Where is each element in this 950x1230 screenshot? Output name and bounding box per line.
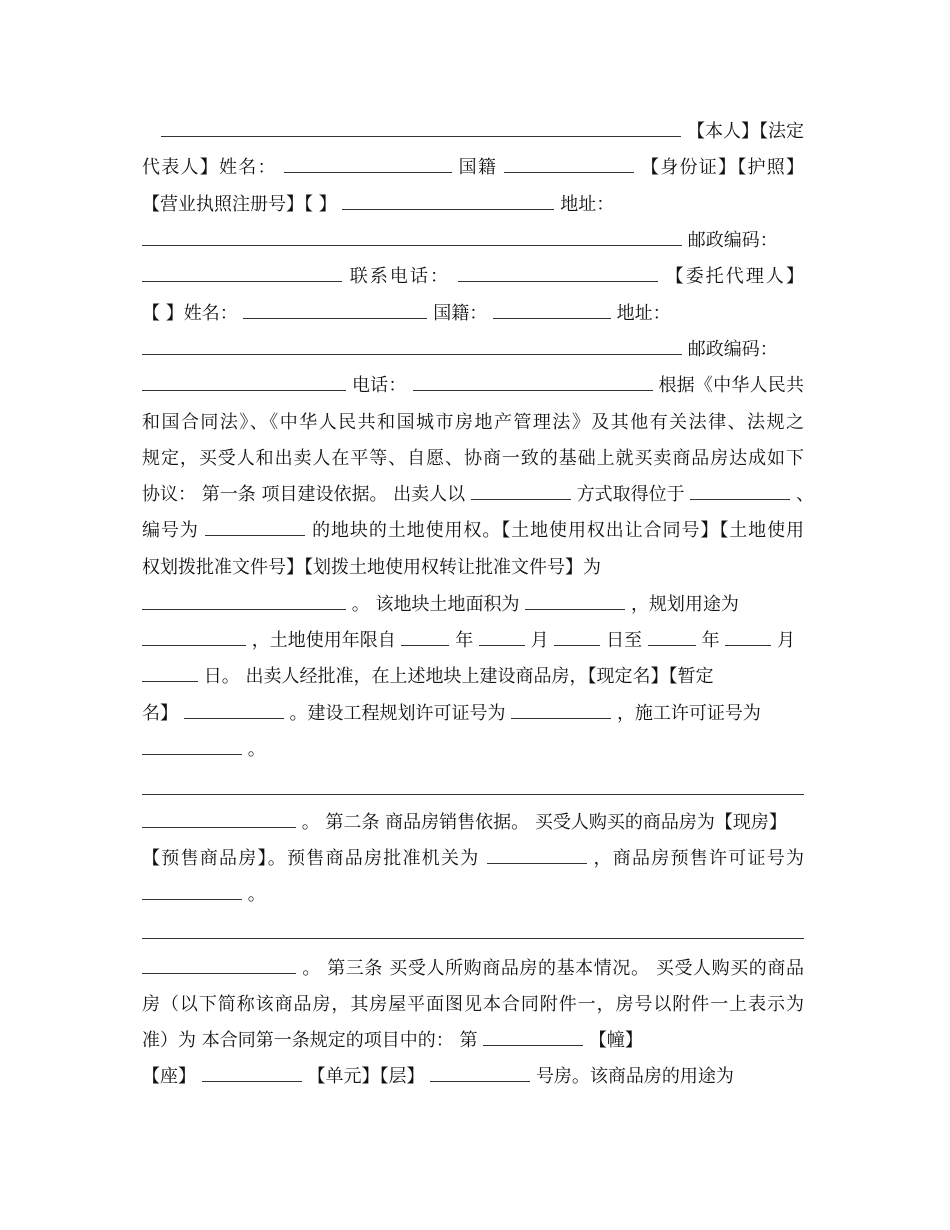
text-line: 准）为 本合同第一条规定的项目中的： 第 【幢】 (142, 1030, 643, 1051)
fill-blank[interactable] (554, 629, 600, 646)
text-line: ，土地使用年限自 年 月 日至 年 月 (142, 629, 804, 653)
text-line: 。 第三条 买受人所购商品房的基本情况。 买受人购买的商品 (142, 957, 804, 981)
fill-blank[interactable] (142, 229, 682, 246)
fill-blank[interactable] (243, 302, 427, 319)
fill-blank[interactable] (142, 883, 242, 900)
text-line: 邮政编码： (142, 229, 804, 253)
text-line: 联系电话： 【委托代理人】 (142, 265, 804, 289)
fill-blank[interactable] (142, 629, 246, 646)
fill-blank[interactable] (648, 629, 696, 646)
fill-blank[interactable] (487, 847, 587, 864)
text-line: 。 (142, 738, 804, 762)
fill-blank[interactable] (142, 957, 296, 974)
text-line: 。 该地块土地面积为 ，规划用途为 (142, 593, 804, 617)
fill-blank[interactable] (725, 629, 771, 646)
text-line (142, 120, 804, 144)
fill-blank[interactable] (142, 593, 346, 610)
text-line: 电话： 根据《中华人民共 (142, 374, 804, 398)
text-line: 房（以下简称该商品房，其房屋平面图见本合同附件一，房号以附件一上表示为 (142, 994, 804, 1015)
fill-blank[interactable] (142, 811, 296, 828)
text-line: 【营业执照注册号】【 】 地址： (142, 194, 615, 215)
text-line: 协议： 第一条 项目建设依据。 出卖人以 方式取得位于 、 (142, 484, 815, 505)
fill-blank[interactable] (493, 302, 611, 319)
fill-blank[interactable] (401, 629, 449, 646)
text-line: 【 】姓名： 国籍： 地址： (142, 303, 671, 324)
fill-blank[interactable] (690, 483, 790, 500)
text-line: 。 (142, 883, 804, 907)
text-line: 代表人】姓名： 国籍 【身份证】【护照】 (142, 157, 804, 178)
fill-blank[interactable] (483, 1029, 583, 1046)
text-line: 【座】 【单元】【层】 号房。该商品房的用途为 (142, 1066, 734, 1087)
fill-blank[interactable] (184, 702, 284, 719)
fill-blank[interactable] (205, 519, 305, 536)
fill-blank[interactable] (458, 265, 658, 282)
fill-blank[interactable] (413, 374, 653, 391)
fill-blank[interactable] (202, 1065, 302, 1082)
fill-blank[interactable] (142, 665, 198, 682)
text-line: 名】 。建设工程规划许可证号为 ，施工许可证号为 (142, 703, 761, 724)
fill-blank[interactable] (430, 1065, 530, 1082)
text-line: 日。 出卖人经批准，在上述地块上建设商品房，【现定名】【暂定 (142, 665, 804, 689)
text-line: 规定，买受人和出卖人在平等、自愿、协商一致的基础上就买卖商品房达成如下 (142, 448, 804, 469)
full-width-blank[interactable] (142, 794, 804, 795)
fill-blank[interactable] (342, 193, 554, 210)
fill-blank[interactable] (504, 156, 634, 173)
fill-blank[interactable] (161, 120, 681, 137)
text-line: 编号为 的地块的土地使用权。【土地使用权出让合同号】【土地使用 (142, 520, 805, 541)
fill-blank[interactable] (479, 629, 525, 646)
fill-blank[interactable] (142, 738, 242, 755)
text-run: 【本人】【法定 (687, 121, 804, 142)
fill-blank[interactable] (284, 156, 452, 173)
text-line: 权划拨批准文件号】【划拨土地使用权转让批准文件号】为 (142, 557, 601, 578)
fill-blank[interactable] (511, 702, 611, 719)
text-line: 。 第二条 商品房销售依据。 买受人购买的商品房为【现房】 (142, 811, 804, 835)
full-width-blank[interactable] (142, 938, 804, 939)
fill-blank[interactable] (525, 593, 625, 610)
fill-blank[interactable] (142, 338, 682, 355)
fill-blank[interactable] (142, 265, 342, 282)
fill-blank[interactable] (471, 483, 571, 500)
text-line: 【预售商品房】。预售商品房批准机关为 ，商品房预售许可证号为 (142, 848, 805, 869)
fill-blank[interactable] (142, 374, 346, 391)
text-line: 和国合同法》、《中华人民共和国城市房地产管理法》及其他有关法律、法规之 (142, 412, 804, 433)
text-line: 邮政编码： (142, 338, 804, 362)
